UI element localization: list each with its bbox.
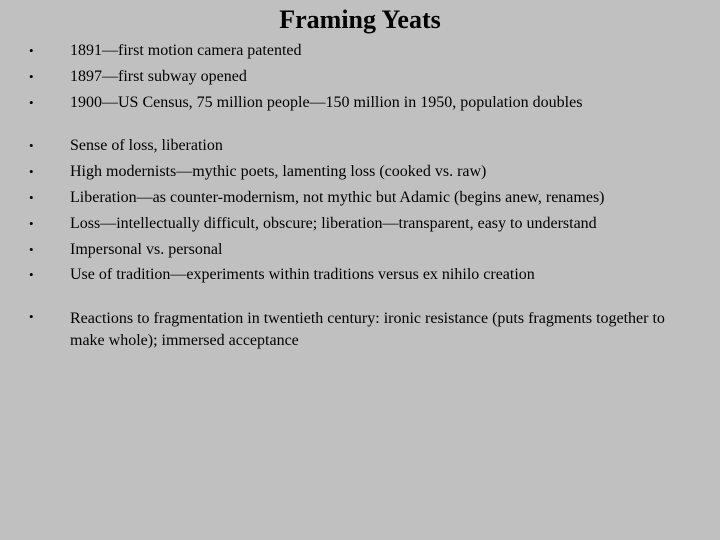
- bullet-icon: •: [29, 43, 34, 58]
- bullet-icon: •: [29, 215, 34, 231]
- bullet-item: [0, 38, 720, 64]
- bullet-item: [0, 262, 720, 288]
- bullet-text: Sense of loss, liberation: [70, 137, 223, 155]
- bullet-item: [0, 133, 720, 159]
- bullet-item: [0, 306, 720, 352]
- bullet-icon: •: [29, 267, 34, 283]
- bullet-text: Loss—intellectually difficult, obscure; liberation—transparent, easy to understand: [70, 214, 597, 232]
- bullet-item: [0, 211, 720, 237]
- bullet-icon: •: [29, 68, 34, 84]
- bullet-text: High modernists—mythic poets, lamenting loss (cooked vs. raw): [70, 163, 487, 181]
- bullet-text: Use of tradition—experiments within traditions versus ex nihilo creation: [70, 266, 535, 284]
- bullet-icon: •: [29, 189, 34, 205]
- bullet-item: [0, 185, 720, 211]
- bullet-text: Liberation—as counter-modernism, not mythic but Adamic (begins anew, renames): [70, 188, 605, 206]
- bullet-item: [0, 159, 720, 185]
- bullet-item: [0, 237, 720, 263]
- bullet-icon: •: [29, 164, 34, 180]
- slide-title: Framing Yeats: [279, 5, 441, 34]
- bullet-icon: •: [29, 241, 34, 257]
- bullet-text: 1897—first subway opened: [70, 67, 247, 85]
- bullet-group-reactions: [0, 306, 720, 352]
- bullet-item: [0, 64, 720, 90]
- slide-content: [0, 38, 720, 352]
- bullet-icon: •: [29, 138, 34, 154]
- bullet-text: 1900—US Census, 75 million people—150 million in 1950, population doubles: [70, 93, 583, 111]
- bullet-icon: •: [29, 94, 34, 110]
- bullet-text: Impersonal vs. personal: [70, 240, 223, 258]
- bullet-text: 1891—first motion camera patented: [70, 42, 302, 59]
- bullet-text: Reactions to fragmentation in twentieth century: ironic resistance (puts fragments together to make whole); immersed acceptance: [70, 310, 665, 350]
- bullet-item: [0, 90, 720, 116]
- bullet-group-themes: [0, 133, 720, 288]
- bullet-icon: •: [29, 309, 34, 325]
- bullet-group-dates: [0, 38, 720, 115]
